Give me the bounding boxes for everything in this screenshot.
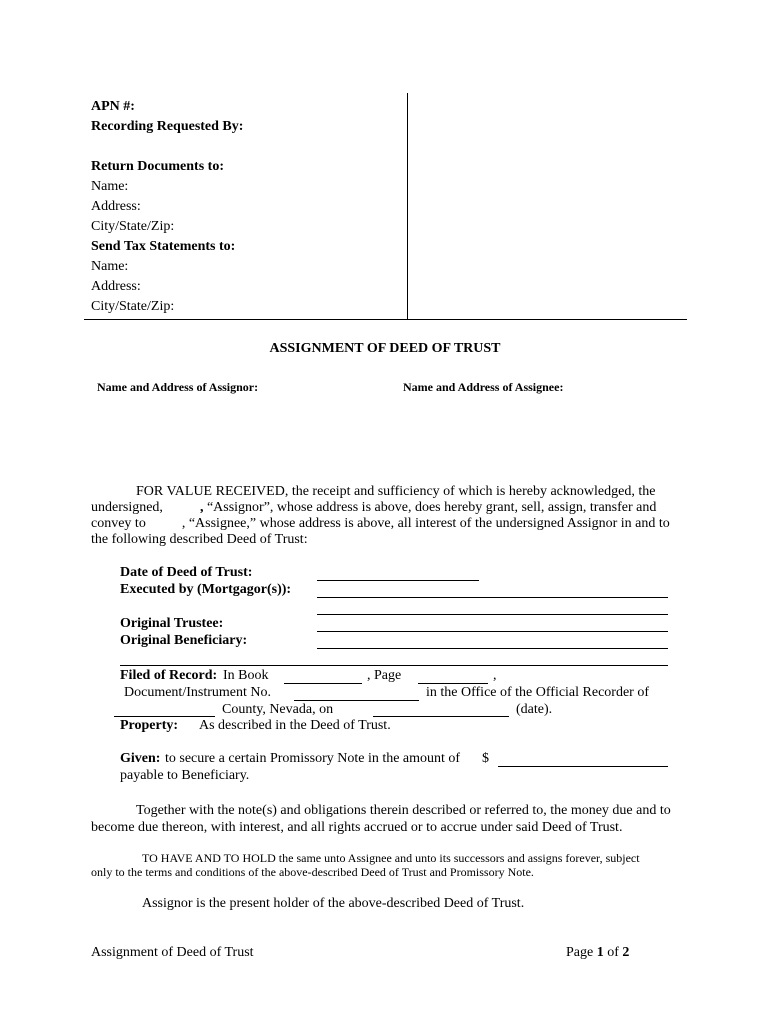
intro-line-1: FOR VALUE RECEIVED, the receipt and sufficiency of which is hereby acknowledged, the xyxy=(136,484,656,499)
tax-statements-label: Send Tax Statements to: xyxy=(91,239,236,254)
property-text: As described in the Deed of Trust. xyxy=(199,718,391,733)
original-trustee-line[interactable] xyxy=(317,631,668,632)
tax-city-label: City/State/Zip: xyxy=(91,299,175,314)
return-documents-label: Return Documents to: xyxy=(91,159,224,174)
intro-line-4: the following described Deed of Trust: xyxy=(91,532,308,547)
executed-by-line-2[interactable] xyxy=(317,614,668,615)
recording-date-line[interactable] xyxy=(373,716,509,717)
recording-requested-label: Recording Requested By: xyxy=(91,119,244,134)
footer-title: Assignment of Deed of Trust xyxy=(91,945,254,960)
executed-by-line-1[interactable] xyxy=(317,597,668,598)
of-word: of xyxy=(607,945,619,960)
given-label: Given: xyxy=(120,751,161,766)
assignor-name-blank: , xyxy=(199,500,204,515)
habendum-line-1: TO HAVE AND TO HOLD the same unto Assignee and unto its successors and assigns forever, subject xyxy=(142,851,640,865)
date-of-deed-line[interactable] xyxy=(317,580,479,581)
convey-to-text: convey to xyxy=(91,516,146,531)
filed-of-record-label: Filed of Record: xyxy=(120,668,218,683)
assignee-definition-text: , “Assignee,” whose address is above, all interest of the undersigned Assignor in and to xyxy=(181,516,670,531)
in-book-text: In Book xyxy=(223,668,269,683)
tax-address-label: Address: xyxy=(91,279,141,294)
official-recorder-text: in the Office of the Official Recorder of xyxy=(426,685,650,700)
return-city-label: City/State/Zip: xyxy=(91,219,175,234)
given-text: to secure a certain Promissory Note in the amount of xyxy=(165,751,461,766)
habendum-line-2: only to the terms and conditions of the above-described Deed of Trust and Promissory Note. xyxy=(91,865,534,879)
current-page: 1 xyxy=(596,945,604,960)
page-word: Page xyxy=(566,945,594,960)
payable-text: payable to Beneficiary. xyxy=(120,768,250,783)
executed-by-label: Executed by (Mortgagor(s)): xyxy=(120,582,292,597)
note-amount-line[interactable] xyxy=(498,766,668,767)
county-nevada-text: County, Nevada, on xyxy=(222,702,334,717)
tax-name-label: Name: xyxy=(91,259,129,274)
original-beneficiary-line[interactable] xyxy=(317,648,668,649)
original-beneficiary-label: Original Beneficiary: xyxy=(120,633,248,648)
together-line-2: become due thereon, with interest, and all rights accrued or to accrue under said Deed of Trust. xyxy=(91,820,623,835)
header-divider-vertical xyxy=(407,93,408,319)
document-instrument-text: Document/Instrument No. xyxy=(124,685,271,700)
assignee-label: Name and Address of Assignee: xyxy=(403,380,564,394)
page-number xyxy=(566,943,629,963)
document-title: ASSIGNMENT OF DEED OF TRUST xyxy=(269,341,501,356)
page-text: , Page xyxy=(367,668,402,683)
undersigned-text: undersigned, xyxy=(91,500,163,515)
dollar-sign: $ xyxy=(482,751,489,766)
page-comma: , xyxy=(493,668,497,683)
together-line-1: Together with the note(s) and obligations therein described or referred to, the money due and to xyxy=(136,803,671,818)
assignor-label: Name and Address of Assignor: xyxy=(97,380,259,394)
original-trustee-label: Original Trustee: xyxy=(120,616,224,631)
header-divider-horizontal xyxy=(84,319,687,320)
assignor-definition-text: “Assignor”, whose address is above, does hereby grant, sell, assign, transfer and xyxy=(206,500,657,515)
return-name-label: Name: xyxy=(91,179,129,194)
book-line[interactable] xyxy=(284,683,362,684)
present-holder-text: Assignor is the present holder of the above-described Deed of Trust. xyxy=(142,896,525,911)
return-address-label: Address: xyxy=(91,199,141,214)
date-of-deed-label: Date of Deed of Trust: xyxy=(120,565,253,580)
property-label: Property: xyxy=(120,718,179,733)
total-pages: 2 xyxy=(622,945,630,960)
apn-label: APN #: xyxy=(91,99,135,114)
date-suffix-text: (date). xyxy=(516,702,553,717)
